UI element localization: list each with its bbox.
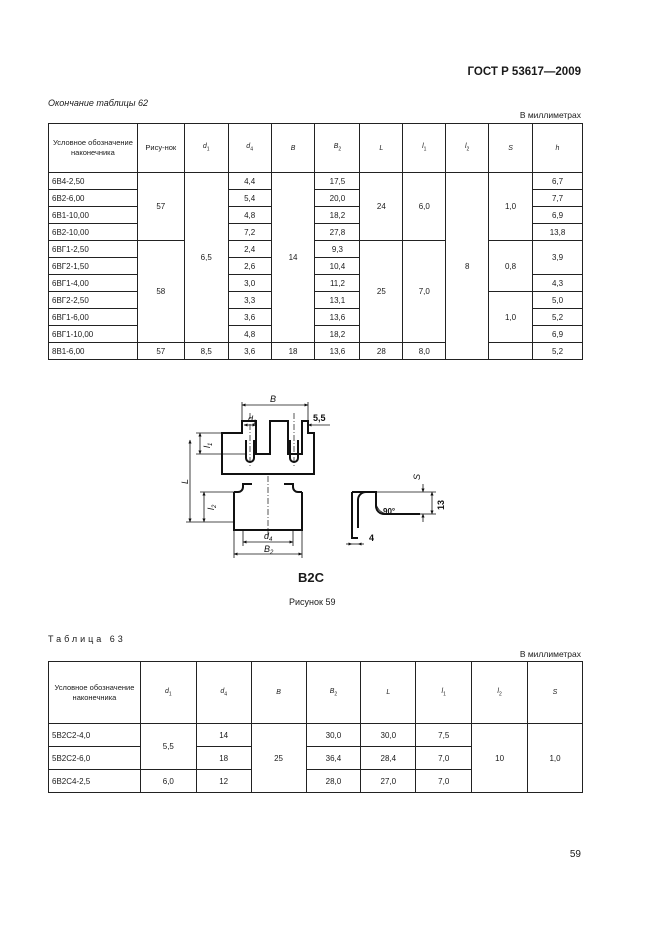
designation-cell: 6ВГ1-10,00 [49, 326, 138, 343]
designation-cell: 6ВГ1-2,50 [49, 241, 138, 258]
figure-cell: 58 [137, 241, 184, 343]
label-4: 4 [369, 533, 375, 543]
l1-cell: 8,0 [403, 343, 446, 360]
header-l1: $l_1$ [416, 662, 472, 724]
l2-cell: 10 [472, 724, 528, 793]
table-63 [48, 661, 583, 793]
page-number: 59 [569, 849, 581, 860]
table63-caption: Таблица 63 [48, 634, 126, 644]
d4-cell: 4,4 [228, 173, 271, 190]
d4-cell: 3,3 [228, 292, 271, 309]
s-cell: 1,0 [528, 724, 583, 793]
label-b: B [270, 394, 277, 404]
l1-cell: 7,0 [403, 241, 446, 343]
d4-cell: 4,8 [228, 207, 271, 224]
label-5-5: 5,5 [313, 413, 326, 423]
d4-cell: 3,0 [228, 275, 271, 292]
table-row [49, 724, 583, 747]
header-designation: Условное обозначение наконечника [49, 124, 138, 173]
s-cell: 0,8 [489, 241, 533, 292]
l-cell: 28,4 [361, 747, 416, 770]
label-l2: $l_2$ [206, 504, 218, 510]
d1-cell: 6,5 [184, 173, 228, 343]
header-designation: Условное обозначение наконечника [49, 662, 141, 724]
figure-cell: 57 [137, 343, 184, 360]
header-b2: $B_2$ [315, 124, 360, 173]
designation-cell: 5В2С2-6,0 [49, 747, 141, 770]
table-62 [48, 123, 583, 360]
l-cell: 30,0 [361, 724, 416, 747]
d4-cell: 5,4 [228, 190, 271, 207]
h-cell: 5,2 [533, 309, 583, 326]
designation-cell: 5В2С2-4,0 [49, 724, 141, 747]
header-d4: $d_4$ [228, 124, 271, 173]
table-row [49, 241, 583, 258]
b2-cell: 27,8 [315, 224, 360, 241]
d1-cell: 5,5 [140, 724, 196, 770]
designation-cell: 6В1-10,00 [49, 207, 138, 224]
label-d1: $d_1$ [248, 414, 257, 426]
dimension-lines [186, 402, 330, 558]
d4-cell: 7,2 [228, 224, 271, 241]
designation-cell: 6В2-6,00 [49, 190, 138, 207]
d4-cell: 2,4 [228, 241, 271, 258]
d4-cell: 14 [196, 724, 251, 747]
b2-cell: 9,3 [315, 241, 360, 258]
s-cell [489, 343, 533, 360]
table-header-row [49, 124, 583, 173]
figure-59-drawing [180, 388, 450, 588]
h-cell: 6,7 [533, 173, 583, 190]
header-l2: $l_2$ [472, 662, 528, 724]
b2-cell: 18,2 [315, 207, 360, 224]
d4-cell: 3,6 [228, 309, 271, 326]
header-l: L [361, 662, 416, 724]
label-d4: $d_4$ [264, 531, 273, 543]
d4-cell: 12 [196, 770, 251, 793]
figure-title: В2С [298, 570, 325, 585]
label-angle-90: 90° [383, 507, 396, 516]
header-figure: Рису-нок [137, 124, 184, 173]
b2-cell: 17,5 [315, 173, 360, 190]
table-row [49, 173, 583, 190]
s-cell: 1,0 [489, 173, 533, 241]
h-cell: 6,9 [533, 207, 583, 224]
h-cell: 13,8 [533, 224, 583, 241]
l1-cell: 6,0 [403, 173, 446, 241]
b2-cell: 20,0 [315, 190, 360, 207]
table63-units: В миллиметрах [519, 649, 581, 659]
header-s: S [489, 124, 533, 173]
label-s: S [412, 473, 422, 480]
header-b: B [271, 124, 315, 173]
l1-cell: 7,0 [416, 747, 472, 770]
l-cell: 25 [360, 241, 403, 343]
d4-cell: 4,8 [228, 326, 271, 343]
h-cell: 5,0 [533, 292, 583, 309]
l1-cell: 7,5 [416, 724, 472, 747]
b2-cell: 13,1 [315, 292, 360, 309]
header-b2: $B_2$ [306, 662, 361, 724]
designation-cell: 6ВГ2-1,50 [49, 258, 138, 275]
header-d4: $d_4$ [196, 662, 251, 724]
b2-cell: 13,6 [315, 343, 360, 360]
h-cell: 4,3 [533, 275, 583, 292]
b2-cell: 30,0 [306, 724, 361, 747]
table-row [49, 292, 583, 309]
h-cell: 5,2 [533, 343, 583, 360]
header-l2: $l_2$ [446, 124, 489, 173]
d1-cell: 8,5 [184, 343, 228, 360]
designation-cell: 6В2-10,00 [49, 224, 138, 241]
header-h: h [533, 124, 583, 173]
d4-cell: 3,6 [228, 343, 271, 360]
l2-cell: 8 [446, 173, 489, 360]
l1-cell: 7,0 [416, 770, 472, 793]
label-13: 13 [436, 499, 446, 510]
l-cell: 28 [360, 343, 403, 360]
b2-cell: 10,4 [315, 258, 360, 275]
h-cell: 6,9 [533, 326, 583, 343]
h-cell: 7,7 [533, 190, 583, 207]
designation-cell: 6ВГ1-6,00 [49, 309, 138, 326]
label-l: L [180, 478, 190, 484]
d4-cell: 18 [196, 747, 251, 770]
b2-cell: 13,6 [315, 309, 360, 326]
d1-cell: 6,0 [140, 770, 196, 793]
header-l: L [360, 124, 403, 173]
l-cell: 27,0 [361, 770, 416, 793]
d4-cell: 2,6 [228, 258, 271, 275]
b-cell: 18 [271, 343, 315, 360]
designation-cell: 6ВГ1-4,00 [49, 275, 138, 292]
h-cell: 3,9 [533, 241, 583, 275]
header-d1: $d_1$ [184, 124, 228, 173]
designation-cell: 6В4-2,50 [49, 173, 138, 190]
b2-cell: 11,2 [315, 275, 360, 292]
designation-cell: 6ВГ2-2,50 [49, 292, 138, 309]
standard-header: ГОСТ Р 53617—2009 [467, 66, 581, 78]
b2-cell: 18,2 [315, 326, 360, 343]
b2-cell: 28,0 [306, 770, 361, 793]
b-cell: 25 [251, 724, 306, 793]
label-l1: $l_1$ [202, 442, 214, 448]
header-b: B [251, 662, 306, 724]
s-cell: 1,0 [489, 292, 533, 343]
header-d1: $d_1$ [140, 662, 196, 724]
header-l1: $l_1$ [403, 124, 446, 173]
header-s: S [528, 662, 583, 724]
l-cell: 24 [360, 173, 403, 241]
figure-cell: 57 [137, 173, 184, 241]
b2-cell: 36,4 [306, 747, 361, 770]
designation-cell: 6В2С4-2,5 [49, 770, 141, 793]
designation-cell: 8В1-6,00 [49, 343, 138, 360]
b-cell: 14 [271, 173, 315, 343]
table62-units: В миллиметрах [519, 110, 581, 120]
table-header-row [49, 662, 583, 724]
table62-caption: Окончание таблицы 62 [48, 98, 148, 108]
table-row [49, 343, 583, 360]
figure-caption: Рисунок 59 [289, 597, 336, 607]
label-b2: $B_2$ [264, 544, 274, 556]
